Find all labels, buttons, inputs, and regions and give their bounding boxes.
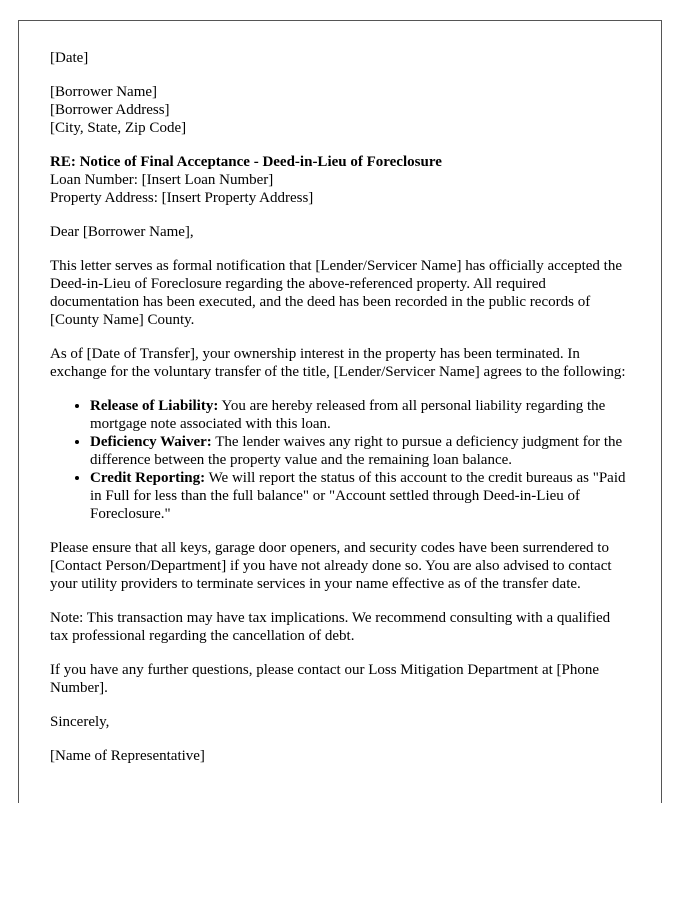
signature: [Name of Representative] xyxy=(50,748,205,764)
list-item xyxy=(90,433,631,469)
transfer-paragraph: As of [Date of Transfer], your ownership interest in the property has been terminated. In exchange for the voluntary transfer of the title, [Lender/Servicer Name] agrees to the following: xyxy=(50,346,626,380)
reference-block xyxy=(50,153,631,207)
letter-date: [Date] xyxy=(50,50,89,66)
term-title: Release of Liability: xyxy=(90,398,219,414)
salutation: Dear [Borrower Name], xyxy=(50,224,194,240)
term-text: The lender waives any right to pursue a deficiency judgment for the difference between the property value and the remaining loan balance. xyxy=(90,434,623,468)
keys-paragraph: Please ensure that all keys, garage door openers, and security codes have been surrendered to [Contact Person/Department] if you have not already done so. You are also advised to contact your utility providers to terminate services in your name effective as of the transfer date. xyxy=(50,540,612,592)
loan-number: Loan Number: [Insert Loan Number] xyxy=(50,172,274,188)
term-text: You are hereby released from all personal liability regarding the mortgage note associated with this loan. xyxy=(90,398,606,432)
list-item xyxy=(90,397,631,433)
letter xyxy=(18,20,662,803)
recipient-city: [City, State, Zip Code] xyxy=(50,120,187,136)
term-title: Credit Reporting: xyxy=(90,470,206,486)
closing: Sincerely, xyxy=(50,714,110,730)
intro-paragraph: This letter serves as formal notification that [Lender/Servicer Name] has officially accepted the Deed-in-Lieu of Foreclosure regarding the above-referenced property. All required documentation has been executed, and the deed has been recorded in the public records of [County Name] County. xyxy=(50,258,622,328)
term-text: We will report the status of this account to the credit bureaus as "Paid in Full for less than the full balance" or "Account settled through Deed-in-Lieu of Foreclosure." xyxy=(90,470,626,522)
terms-list xyxy=(50,397,631,523)
contact-paragraph: If you have any further questions, please contact our Loss Mitigation Department at [Phone Number]. xyxy=(50,662,600,696)
recipient-address: [Borrower Address] xyxy=(50,102,170,118)
recipient-name: [Borrower Name] xyxy=(50,84,158,100)
subject-line: RE: Notice of Final Acceptance - Deed-in-Lieu of Foreclosure xyxy=(50,154,442,170)
property-address: Property Address: [Insert Property Address] xyxy=(50,190,314,206)
recipient-address-block xyxy=(50,83,631,137)
term-title: Deficiency Waiver: xyxy=(90,434,212,450)
list-item xyxy=(90,469,631,523)
tax-note-paragraph: Note: This transaction may have tax implications. We recommend consulting with a qualified tax professional regarding the cancellation of debt. xyxy=(50,610,611,644)
